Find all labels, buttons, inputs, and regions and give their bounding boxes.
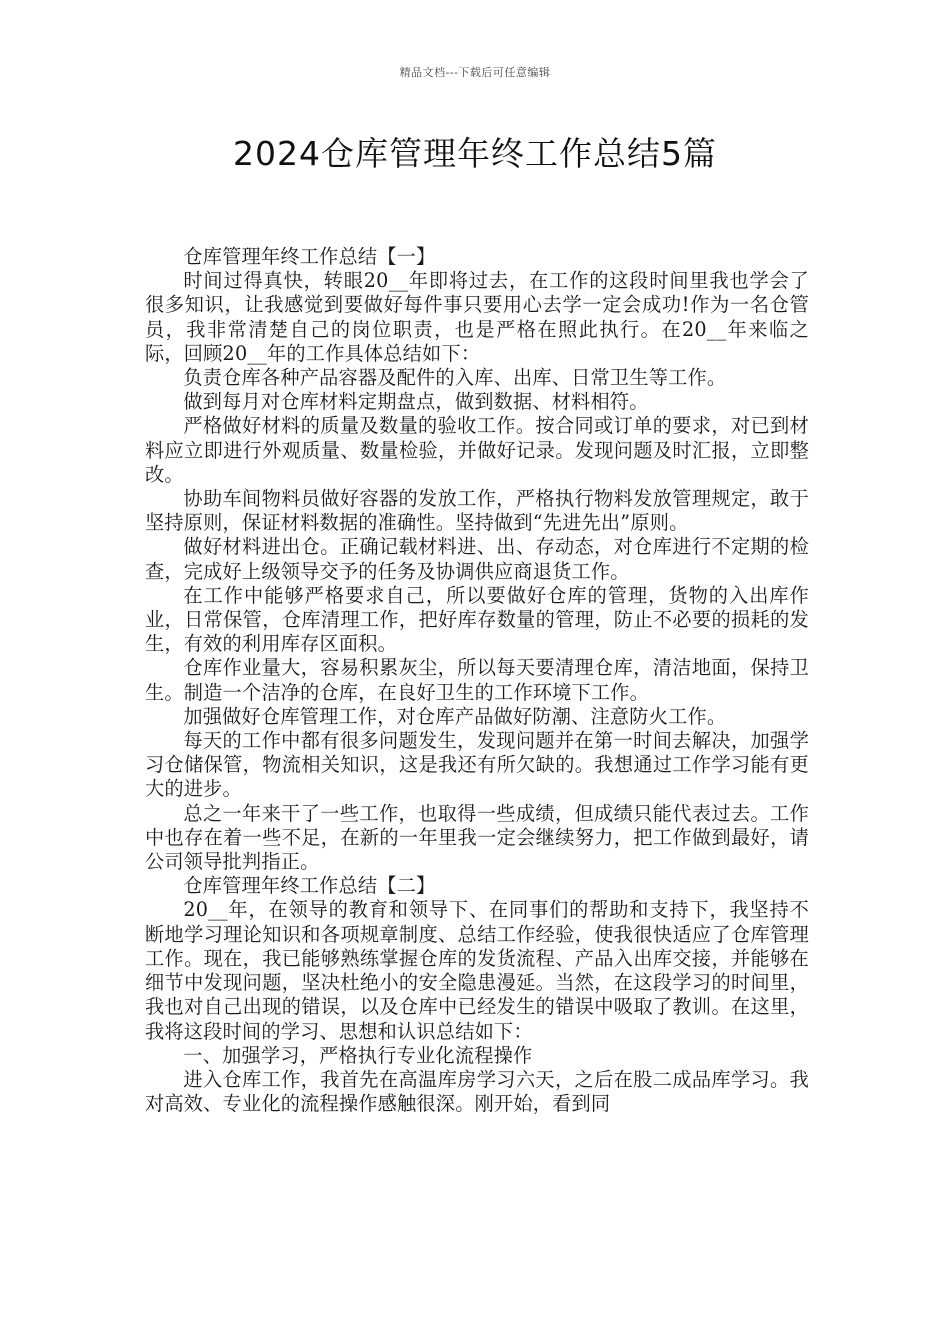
subsection-heading: 一、加强学习，严格执行专业化流程操作 — [183, 1043, 533, 1067]
paragraph: 每天的工作中都有很多问题发生，发现问题并在第一时间去解决，加强学习仓储保管，物流相关知识，这是我还有所欠缺的。我想通过工作学习能有更大的进步。 — [145, 729, 809, 801]
paragraph: 协助车间物料员做好容器的发放工作，严格执行物料发放管理规定，敢于坚持原则，保证材料数据的准确性。坚持做到“先进先出”原则。 — [145, 487, 809, 535]
document-title: 2024仓库管理年终工作总结5篇 — [233, 134, 717, 173]
section-heading-2: 仓库管理年终工作总结【二】 — [183, 874, 436, 898]
paragraph: 进入仓库工作，我首先在高温库房学习六天，之后在股二成品库学习。我对高效、专业化的流程操作感触很深。刚开始，看到同 — [145, 1067, 809, 1116]
paragraph: 时间过得真快，转眼20__年即将过去，在工作的这段时间里我也学会了很多知识，让我感觉到要做好每件事只要用心去学一定会成功!作为一名仓管员，我非常清楚自己的岗位职责，也是严格在照此执行。在20__年来临之际，回顾20__年的工作具体总结如下： — [145, 269, 809, 365]
paragraph: 20__年，在领导的教育和领导下、在同事们的帮助和支持下，我坚持不断地学习理论知识和各项规章制度、总结工作经验，使我很快适应了仓库管理工作。现在，我已能够熟练掌握仓库的发货流程、产品入出库交接，并能够在细节中发现问题，坚决杜绝小的安全隐患漫延。当然，在这段学习的时间里，我也对自己出现的错误，以及仓库中已经发生的错误中吸取了教训。在这里，我将这段时间的学习、思想和认识总结如下： — [145, 898, 809, 1043]
paragraph: 仓库作业量大，容易积累灰尘，所以每天要清理仓库，清洁地面，保持卫生。制造一个洁净的仓库，在良好卫生的工作环境下工作。 — [145, 656, 809, 704]
document-body — [145, 245, 809, 1116]
section-heading-1: 仓库管理年终工作总结【一】 — [183, 245, 436, 268]
header-note: 精品文档---下载后可任意编辑 — [399, 66, 551, 79]
paragraph: 负责仓库各种产品容器及配件的入库、出库、日常卫生等工作。 — [183, 366, 727, 390]
paragraph: 加强做好仓库管理工作，对仓库产品做好防潮、注意防火工作。 — [183, 704, 727, 728]
paragraph: 做到每月对仓库材料定期盘点，做到数据、材料相符。 — [183, 390, 649, 414]
paragraph: 严格做好材料的质量及数量的验收工作。按合同或订单的要求，对已到材料应立即进行外观质量、数量检验，并做好记录。发现问题及时汇报，立即整改。 — [145, 414, 809, 486]
paragraph: 在工作中能够严格要求自己，所以要做好仓库的管理，货物的入出库作业，日常保管，仓库清理工作，把好库存数量的管理，防止不必要的损耗的发生，有效的利用库存区面积。 — [145, 583, 809, 656]
paragraph: 做好材料进出仓。正确记载材料进、出、存动态，对仓库进行不定期的检查，完成好上级领导交予的任务及协调供应商退货工作。 — [145, 535, 809, 583]
paragraph: 总之一年来干了一些工作，也取得一些成绩，但成绩只能代表过去。工作中也存在着一些不足，在新的一年里我一定会继续努力，把工作做到最好，请公司领导批判指正。 — [145, 801, 809, 874]
